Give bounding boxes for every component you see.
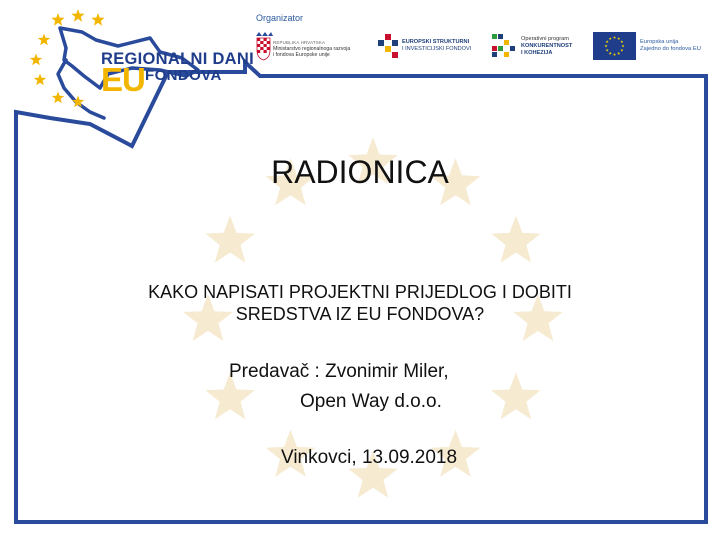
eu-line1: Europska unija: [640, 38, 679, 45]
logo-star-icon: [38, 34, 50, 46]
subtitle-line2: SREDSTVA IZ EU FONDOVA?: [235, 304, 485, 324]
company-text: Open Way d.o.o.: [300, 391, 442, 412]
slide-subtitle: [100, 281, 620, 325]
background-star-icon: [205, 216, 254, 263]
eu-line2: Zajedno do fondova EU: [640, 46, 701, 52]
background-star-icon: [491, 372, 540, 419]
ministry-logo: [273, 36, 385, 62]
presenter-text: Predavač : Zvonimir Miler,: [229, 361, 449, 382]
organizer-label: Organizator: [256, 13, 304, 23]
logo-star-icon: [52, 92, 64, 104]
place-date-text: Vinkovci, 13.09.2018: [281, 447, 458, 468]
subtitle-line1: KAKO NAPISATI PROJEKTNI PRIJEDLOG I DOBITI: [148, 282, 572, 302]
ministry-country-text: REPUBLIKA HRVATSKA: [273, 39, 326, 45]
slide-title-text: RADIONICA: [271, 154, 449, 190]
esif-line2: I INVESTICIJSKI FONDOVI: [402, 46, 472, 52]
opk-line1: Operativni program: [521, 35, 569, 42]
ministry-name-line2: i fondova Europske unije: [273, 52, 330, 59]
opk-line3: I KOHEZIJA: [521, 49, 553, 56]
opk-line2: KONKURENTNOST: [521, 42, 573, 49]
esif-line1: EUROPSKI STRUKTURNI: [402, 39, 470, 45]
logo-star-icon: [71, 9, 84, 22]
opk-logo: [521, 31, 617, 61]
ministry-name-line1: Ministarstvo regionalnoga razvoja: [273, 45, 351, 52]
event-logo-title: REGIONALNI DANI: [101, 50, 254, 68]
event-logo-eu: EU: [101, 61, 145, 98]
esif-logo: [402, 30, 512, 62]
eu-logo: [640, 31, 720, 61]
logo-star-icon: [91, 13, 104, 26]
slide-title: [0, 154, 720, 191]
background-star-icon: [491, 216, 540, 263]
logo-star-icon: [51, 13, 64, 26]
logo-star-icon: [34, 74, 46, 86]
croatia-coat-of-arms-icon: [256, 32, 273, 60]
logo-star-icon: [30, 54, 42, 66]
event-logo-fondova: FONDOVA: [145, 67, 222, 84]
